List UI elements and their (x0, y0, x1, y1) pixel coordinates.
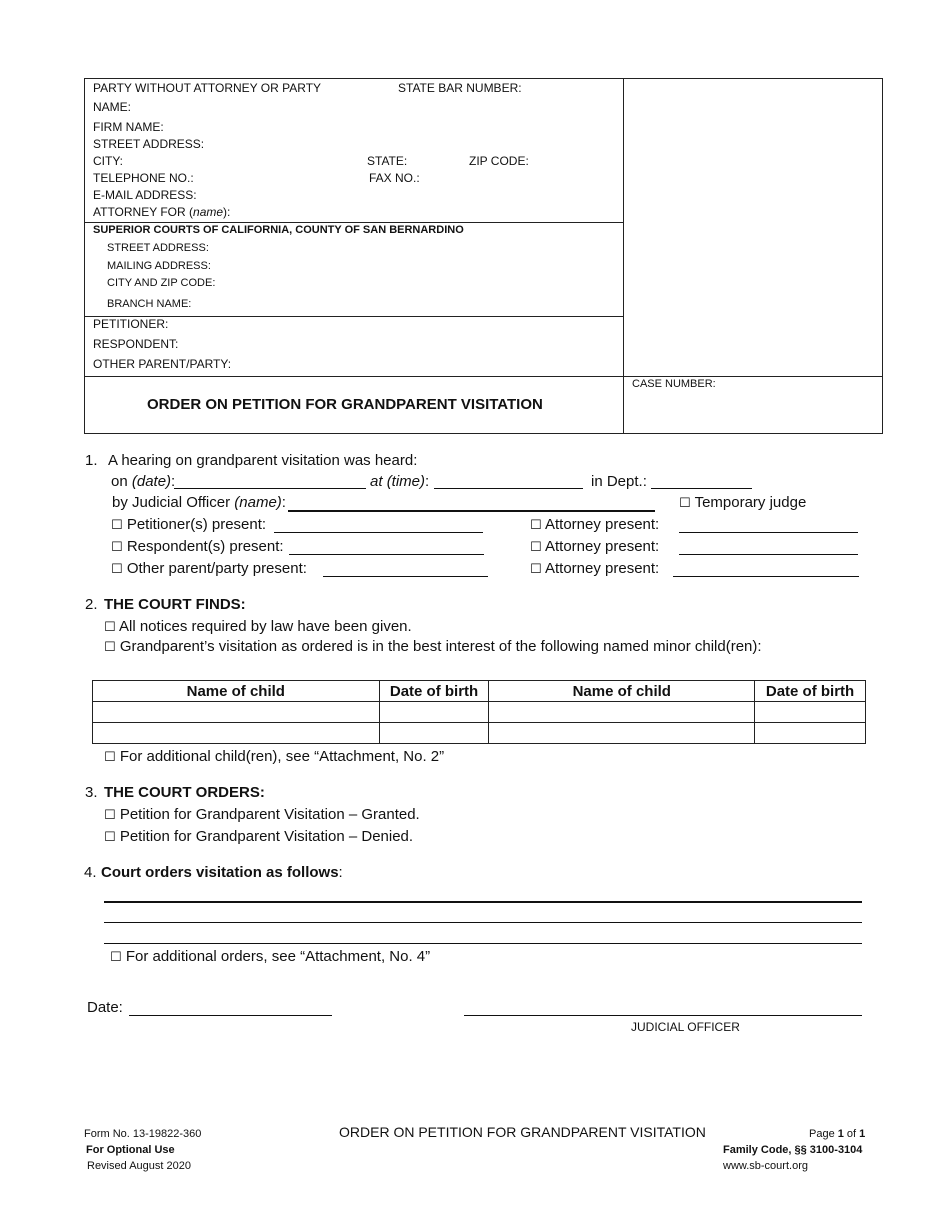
notices-given-checkbox[interactable]: ☐ (104, 620, 116, 635)
child-dob-cell[interactable] (755, 723, 866, 744)
court-city-zip-label: CITY AND ZIP CODE: (107, 277, 216, 289)
visitation-line-3[interactable] (104, 943, 862, 944)
petitioner-present-option[interactable]: ☐ Petitioner(s) present: (111, 516, 267, 533)
party-label: PARTY WITHOUT ATTORNEY OR PARTY (93, 81, 322, 95)
firm-label: FIRM NAME: (93, 120, 164, 134)
notices-given-option[interactable]: ☐ All notices required by law have been given. (104, 618, 412, 635)
page-number: Page 1 of 1 (809, 1128, 866, 1140)
visitation-line-2[interactable] (104, 922, 862, 923)
denied-option[interactable]: ☐ Petition for Grandparent Visitation – Denied. (104, 828, 414, 845)
temporary-judge-option[interactable]: ☐ Temporary judge (679, 494, 807, 511)
petitioner-attorney-field[interactable] (679, 532, 858, 533)
petitioner-label: PETITIONER: (93, 317, 169, 331)
child-name-cell[interactable] (93, 702, 380, 723)
petitioner-attorney-checkbox[interactable]: ☐ (530, 518, 542, 533)
judicial-officer-field[interactable] (288, 510, 655, 512)
child-dob-cell[interactable] (379, 723, 489, 744)
additional-children-option[interactable]: ☐ For additional child(ren), see “Attachment, No. 2” (104, 748, 445, 765)
other-present-field[interactable] (323, 576, 488, 577)
other-attorney-checkbox[interactable]: ☐ (530, 562, 542, 577)
child-name-cell[interactable] (93, 723, 380, 744)
table-row (93, 702, 866, 723)
children-table-header (93, 681, 866, 702)
court-orders-heading: THE COURT ORDERS: (104, 784, 265, 801)
fax-label: FAX NO.: (369, 171, 420, 185)
granted-option[interactable]: ☐ Petition for Grandparent Visitation – Granted. (104, 806, 420, 823)
form-title: ORDER ON PETITION FOR GRANDPARENT VISITATION (147, 396, 543, 413)
hearing-time-field[interactable] (434, 488, 583, 489)
best-interest-checkbox[interactable]: ☐ (104, 640, 116, 655)
visitation-line-1[interactable] (104, 901, 862, 903)
petitioner-attorney-option[interactable]: ☐ Attorney present: (530, 516, 660, 533)
column-header: Date of birth (755, 681, 866, 702)
zip-label: ZIP CODE: (469, 154, 529, 168)
table-row (93, 723, 866, 744)
case-number-label: CASE NUMBER: (632, 378, 716, 390)
hearing-date-label: on (date): (111, 473, 176, 490)
hearing-date-field[interactable] (174, 488, 366, 489)
email-label: E-MAIL ADDRESS: (93, 188, 197, 202)
petitioner-present-field[interactable] (274, 532, 483, 533)
revised-date: Revised August 2020 (87, 1160, 191, 1172)
optional-use: For Optional Use (86, 1144, 175, 1156)
column-header: Name of child (489, 681, 755, 702)
column-header: Name of child (93, 681, 380, 702)
attorney-for-label: ATTORNEY FOR (name): (93, 205, 231, 219)
date-field[interactable] (129, 1015, 332, 1016)
column-header: Date of birth (379, 681, 489, 702)
other-present-checkbox[interactable]: ☐ (111, 562, 123, 577)
date-label: Date: (87, 999, 123, 1016)
street-label: STREET ADDRESS: (93, 137, 205, 151)
temporary-judge-checkbox[interactable]: ☐ (679, 496, 691, 511)
other-present-option[interactable]: ☐ Other parent/party present: (111, 560, 307, 577)
other-attorney-option[interactable]: ☐ Attorney present: (530, 560, 660, 577)
city-label: CITY: (93, 154, 124, 168)
child-name-cell[interactable] (489, 723, 755, 744)
respondent-present-checkbox[interactable]: ☐ (111, 540, 123, 555)
caption-box (84, 78, 883, 434)
visitation-heading: Court orders visitation as follows: (101, 864, 343, 881)
judicial-officer-label: by Judicial Officer (name): (112, 494, 286, 511)
item1-number: 1. (85, 452, 98, 469)
dept-field[interactable] (651, 488, 752, 489)
state-bar-label: STATE BAR NUMBER: (398, 81, 522, 95)
item1-text: A hearing on grandparent visitation was heard: (108, 452, 418, 469)
signature-line[interactable] (464, 1015, 862, 1016)
petitioner-present-checkbox[interactable]: ☐ (111, 518, 123, 533)
child-dob-cell[interactable] (379, 702, 489, 723)
state-label: STATE: (367, 154, 408, 168)
additional-orders-checkbox[interactable]: ☐ (110, 950, 122, 965)
child-dob-cell[interactable] (755, 702, 866, 723)
judicial-officer-caption: JUDICIAL OFFICER (631, 1020, 740, 1034)
granted-checkbox[interactable]: ☐ (104, 808, 116, 823)
respondent-present-field[interactable] (289, 554, 484, 555)
family-code: Family Code, §§ 3100-3104 (723, 1144, 863, 1156)
child-name-cell[interactable] (489, 702, 755, 723)
name-label: NAME: (93, 100, 132, 114)
court-finds-heading: THE COURT FINDS: (104, 596, 246, 613)
court-street-label: STREET ADDRESS: (107, 242, 209, 254)
additional-orders-option[interactable]: ☐ For additional orders, see “Attachment, No. 4” (110, 948, 431, 965)
other-parent-label: OTHER PARENT/PARTY: (93, 357, 232, 371)
item2-number: 2. (85, 596, 98, 613)
respondent-present-option[interactable]: ☐ Respondent(s) present: (111, 538, 284, 555)
court-mailing-label: MAILING ADDRESS: (107, 260, 211, 272)
denied-checkbox[interactable]: ☐ (104, 830, 116, 845)
court-website: www.sb-court.org (723, 1160, 808, 1172)
additional-children-checkbox[interactable]: ☐ (104, 750, 116, 765)
respondent-attorney-checkbox[interactable]: ☐ (530, 540, 542, 555)
best-interest-option[interactable]: ☐ Grandparent’s visitation as ordered is in the best interest of the following named minor child(ren): (104, 638, 762, 655)
footer-title: ORDER ON PETITION FOR GRANDPARENT VISITATION (339, 1124, 706, 1140)
telephone-label: TELEPHONE NO.: (93, 171, 194, 185)
children-table (92, 680, 866, 744)
respondent-attorney-field[interactable] (679, 554, 858, 555)
other-attorney-field[interactable] (673, 576, 859, 577)
court-title: SUPERIOR COURTS OF CALIFORNIA, COUNTY OF SAN BERNARDINO (93, 224, 464, 236)
respondent-attorney-option[interactable]: ☐ Attorney present: (530, 538, 660, 555)
form-number: Form No. 13-19822-360 (84, 1128, 202, 1140)
dept-label: in Dept.: (591, 473, 647, 490)
hearing-time-label: at (time): (370, 473, 430, 490)
respondent-label: RESPONDENT: (93, 337, 179, 351)
court-branch-label: BRANCH NAME: (107, 298, 192, 310)
item3-number: 3. (85, 784, 98, 801)
item4-number: 4. (84, 864, 97, 881)
